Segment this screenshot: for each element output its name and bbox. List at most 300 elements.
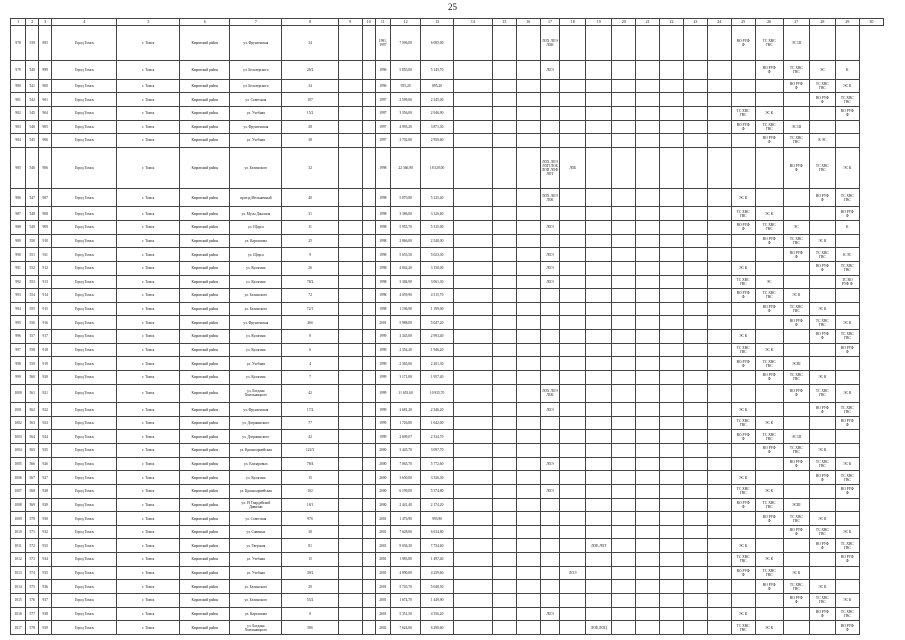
column-header: 28 xyxy=(809,19,835,26)
table-row xyxy=(11,147,884,188)
table-cell xyxy=(660,79,684,93)
cell-text: ТС ХВС ГВС xyxy=(762,500,776,509)
table-cell xyxy=(809,207,835,221)
cell-text: 2 993,40 xyxy=(430,334,444,339)
table-cell xyxy=(421,566,454,580)
table-cell xyxy=(362,512,375,526)
table-cell xyxy=(338,370,362,384)
table-cell xyxy=(421,207,454,221)
table-cell xyxy=(11,621,26,635)
table-cell xyxy=(612,566,636,580)
cell-text: 2000 xyxy=(379,462,387,467)
table-cell xyxy=(492,275,516,289)
cell-text: 980 xyxy=(15,83,21,88)
table-cell xyxy=(586,188,612,207)
column-header: 27 xyxy=(783,19,809,26)
cell-text: ЛОЭ xyxy=(546,252,554,257)
cell-text: Город Томск xyxy=(74,434,94,439)
table-cell xyxy=(390,471,420,485)
cell-text: ул. Мусы Джалиля xyxy=(241,211,271,216)
table-cell xyxy=(809,147,835,188)
table-cell xyxy=(540,207,560,221)
cell-text: 576 xyxy=(29,598,35,603)
table-cell xyxy=(540,498,560,512)
table-cell xyxy=(612,384,636,403)
cell-text: ул. Учебная xyxy=(246,138,265,143)
cell-text: Кировский район xyxy=(191,124,219,129)
cell-text: 72/1 xyxy=(306,307,314,312)
table-cell xyxy=(52,134,117,148)
table-row xyxy=(11,207,884,221)
table-cell xyxy=(180,207,230,221)
table-cell xyxy=(117,553,180,567)
table-cell xyxy=(375,330,390,344)
table-cell xyxy=(26,147,39,188)
table-cell xyxy=(516,302,540,316)
cell-text: Кировский район xyxy=(191,462,219,467)
table-cell xyxy=(390,289,420,303)
table-cell xyxy=(516,188,540,207)
table-cell xyxy=(636,221,660,235)
table-cell xyxy=(390,106,420,120)
table-cell xyxy=(636,234,660,248)
table-cell xyxy=(492,484,516,498)
cell-text: Кировский район xyxy=(191,407,219,412)
cell-text: 1 726,80 xyxy=(399,421,412,426)
cell-text: ЭС К xyxy=(739,543,748,548)
table-cell xyxy=(783,580,809,594)
table-cell xyxy=(26,430,39,444)
table-cell xyxy=(453,207,492,221)
table-cell xyxy=(809,316,835,330)
table-cell xyxy=(390,261,420,275)
table-cell xyxy=(453,580,492,594)
table-cell xyxy=(540,330,560,344)
table-cell xyxy=(362,384,375,403)
table-cell xyxy=(516,93,540,107)
table-cell xyxy=(39,484,52,498)
cell-text: 917 xyxy=(42,334,48,339)
cell-text: 895 xyxy=(42,40,48,45)
table-cell xyxy=(421,621,454,635)
cell-text: 996 xyxy=(15,334,21,339)
cell-text: 1 476,90 xyxy=(399,516,412,521)
table-cell xyxy=(835,207,859,221)
cell-text: 25 xyxy=(308,238,312,243)
cell-text: г. Томск xyxy=(142,448,155,453)
table-cell xyxy=(338,120,362,134)
table-cell xyxy=(117,26,180,61)
table-cell xyxy=(362,188,375,207)
cell-text: ЛОЭ xyxy=(546,489,554,494)
cell-text: Кировский район xyxy=(191,40,219,45)
cell-text: Кировский район xyxy=(191,293,219,298)
column-header: 29 xyxy=(835,19,859,26)
table-cell xyxy=(809,403,835,417)
cell-text: 34 xyxy=(308,83,312,88)
table-cell xyxy=(26,207,39,221)
table-cell xyxy=(39,580,52,594)
cell-text: 899 xyxy=(42,67,48,72)
table-cell xyxy=(636,357,660,371)
table-cell xyxy=(230,607,282,621)
cell-text: К xyxy=(846,67,849,72)
table-cell xyxy=(390,79,420,93)
table-cell xyxy=(731,188,755,207)
cell-text: ТС ХВС ГВС xyxy=(789,136,803,145)
cell-text: 1997 xyxy=(379,138,387,143)
table-cell xyxy=(362,357,375,371)
table-cell xyxy=(39,384,52,403)
cell-text: 562 xyxy=(29,407,35,412)
cell-text: ВО РУФ Ф xyxy=(815,264,829,273)
table-cell xyxy=(180,370,230,384)
table-cell xyxy=(390,607,420,621)
cell-text: 1016 xyxy=(14,611,22,616)
table-cell xyxy=(540,416,560,430)
cell-text: 979 xyxy=(15,67,21,72)
table-cell xyxy=(11,430,26,444)
table-cell xyxy=(540,525,560,539)
table-cell xyxy=(492,221,516,235)
table-cell xyxy=(338,330,362,344)
cell-text: 77 xyxy=(308,421,312,426)
table-cell xyxy=(783,384,809,403)
cell-text: 2 950,60 xyxy=(430,138,444,143)
cell-text: ул. Белозерского xyxy=(243,83,269,88)
table-cell xyxy=(540,106,560,120)
cell-text: 2001 xyxy=(379,611,387,616)
table-cell xyxy=(39,60,52,79)
table-cell xyxy=(540,134,560,148)
table-cell xyxy=(731,580,755,594)
cell-text: ул. Савиных xyxy=(246,530,266,535)
table-cell xyxy=(230,471,282,485)
table-cell xyxy=(612,147,636,188)
table-cell xyxy=(835,512,859,526)
table-cell xyxy=(11,147,26,188)
cell-text: 6 290,60 xyxy=(430,625,444,630)
cell-text: 5 315,00 xyxy=(430,225,444,230)
table-cell xyxy=(731,621,755,635)
table-cell xyxy=(636,471,660,485)
table-cell xyxy=(492,134,516,148)
table-cell xyxy=(835,471,859,485)
cell-text: 4 515,70 xyxy=(430,293,444,298)
cell-text: 42 xyxy=(308,434,312,439)
cell-text: Город Томск xyxy=(74,421,94,426)
table-cell xyxy=(707,330,731,344)
table-cell xyxy=(516,207,540,221)
table-cell xyxy=(540,343,560,357)
table-row xyxy=(11,580,884,594)
cell-text: ул. Красноармейская xyxy=(239,448,272,453)
table-cell xyxy=(516,316,540,330)
table-cell xyxy=(39,221,52,235)
table-cell xyxy=(492,343,516,357)
cell-text: 918 xyxy=(42,347,48,352)
cell-text: Город Томск xyxy=(74,489,94,494)
cell-text: ЭС xyxy=(766,279,772,284)
table-cell xyxy=(362,607,375,621)
table-cell xyxy=(683,539,707,553)
table-cell xyxy=(612,525,636,539)
table-cell xyxy=(375,343,390,357)
cell-text: ВО РУФ Ф xyxy=(736,359,750,368)
cell-text: 986 xyxy=(15,195,21,200)
table-cell xyxy=(375,188,390,207)
table-cell xyxy=(516,120,540,134)
table-cell xyxy=(516,566,540,580)
table-cell xyxy=(180,188,230,207)
table-cell xyxy=(731,275,755,289)
table-cell xyxy=(180,60,230,79)
table-cell xyxy=(540,484,560,498)
table-cell xyxy=(835,444,859,458)
cell-text: ТС ХВС ГВС xyxy=(789,582,803,591)
table-cell xyxy=(731,261,755,275)
table-cell xyxy=(52,621,117,635)
table-cell xyxy=(453,416,492,430)
table-cell xyxy=(338,289,362,303)
table-cell xyxy=(660,330,684,344)
table-cell xyxy=(453,261,492,275)
table-cell xyxy=(230,234,282,248)
table-cell xyxy=(683,330,707,344)
cell-text: г. Томск xyxy=(142,625,155,630)
cell-text: г. Томск xyxy=(142,307,155,312)
table-cell xyxy=(755,120,783,134)
table-cell xyxy=(560,512,586,526)
column-header: 14 xyxy=(453,19,492,26)
cell-text: 932 xyxy=(42,530,48,535)
table-cell xyxy=(835,26,859,61)
cell-text: 1 196,90 xyxy=(399,307,412,312)
cell-text: Кировский район xyxy=(191,225,219,230)
table-cell xyxy=(560,93,586,107)
table-cell xyxy=(362,330,375,344)
cell-text: 2 346,20 xyxy=(430,407,444,412)
table-cell xyxy=(453,512,492,526)
table-cell xyxy=(52,343,117,357)
table-cell xyxy=(390,498,420,512)
table-cell xyxy=(835,289,859,303)
table-cell xyxy=(39,343,52,357)
table-cell xyxy=(707,188,731,207)
cell-text: Кировский район xyxy=(191,421,219,426)
table-cell xyxy=(755,416,783,430)
cell-text: ТС ХВС ГВС xyxy=(815,389,829,398)
table-cell xyxy=(453,607,492,621)
cell-text: 906 xyxy=(42,138,48,143)
table-cell xyxy=(117,621,180,635)
table-cell xyxy=(560,553,586,567)
table-cell xyxy=(783,330,809,344)
table-cell xyxy=(52,93,117,107)
table-cell xyxy=(636,316,660,330)
cell-text: 5 745,70 xyxy=(399,584,412,589)
cell-text: 2000 xyxy=(379,448,387,453)
table-cell xyxy=(39,248,52,262)
cell-text: 3 126,60 xyxy=(430,211,444,216)
cell-text: ВО РУФ Ф xyxy=(789,596,803,605)
table-cell xyxy=(26,120,39,134)
table-cell xyxy=(39,553,52,567)
cell-text: 912 xyxy=(42,266,48,271)
table-cell xyxy=(516,498,540,512)
cell-text: г. Томск xyxy=(142,138,155,143)
table-cell xyxy=(230,357,282,371)
table-cell xyxy=(282,484,338,498)
table-cell xyxy=(586,120,612,134)
table-cell xyxy=(755,525,783,539)
table-cell xyxy=(453,357,492,371)
table-cell xyxy=(180,580,230,594)
table-cell xyxy=(117,106,180,120)
table-cell xyxy=(707,444,731,458)
table-cell xyxy=(338,134,362,148)
cell-text: ул. Учебная xyxy=(246,111,265,116)
cell-text: г. Томск xyxy=(142,611,155,616)
table-cell xyxy=(52,106,117,120)
table-cell xyxy=(683,93,707,107)
cell-text: ул. Кулагина xyxy=(246,375,266,380)
table-cell xyxy=(586,93,612,107)
table-cell xyxy=(492,566,516,580)
table-row xyxy=(11,248,884,262)
table-cell xyxy=(52,539,117,553)
table-cell xyxy=(453,384,492,403)
cell-text: ул. Белинского xyxy=(244,598,268,603)
table-cell xyxy=(230,621,282,635)
table-cell xyxy=(835,60,859,79)
cell-text: 39/2 xyxy=(306,571,314,576)
table-cell xyxy=(707,275,731,289)
table-cell xyxy=(560,234,586,248)
table-cell xyxy=(683,79,707,93)
table-cell xyxy=(338,593,362,607)
table-cell xyxy=(540,357,560,371)
table-cell xyxy=(230,134,282,148)
cell-text: 5 047,20 xyxy=(430,320,444,325)
table-cell xyxy=(453,370,492,384)
table-cell xyxy=(783,289,809,303)
table-cell xyxy=(39,261,52,275)
table-cell xyxy=(282,120,338,134)
table-cell xyxy=(560,248,586,262)
table-cell xyxy=(492,471,516,485)
table-row xyxy=(11,188,884,207)
cell-text: ТС ХВС ГВС xyxy=(815,250,829,259)
cell-text: г. Томск xyxy=(142,434,155,439)
cell-text: ул. Белинского xyxy=(244,584,268,589)
table-cell xyxy=(26,79,39,93)
table-cell xyxy=(390,343,420,357)
table-cell xyxy=(492,234,516,248)
table-cell xyxy=(338,416,362,430)
table-row xyxy=(11,553,884,567)
table-cell xyxy=(338,316,362,330)
table-cell xyxy=(636,79,660,93)
table-cell xyxy=(783,275,809,289)
table-cell xyxy=(660,26,684,61)
table-cell xyxy=(540,593,560,607)
table-cell xyxy=(612,484,636,498)
table-cell xyxy=(338,147,362,188)
table-cell xyxy=(516,106,540,120)
cell-text: Кировский район xyxy=(191,195,219,200)
table-row xyxy=(11,93,884,107)
cell-text: Кировский район xyxy=(191,448,219,453)
cell-text: ЭСШ xyxy=(792,361,801,366)
table-cell xyxy=(755,147,783,188)
cell-text: 1012 xyxy=(14,557,22,562)
table-cell xyxy=(390,384,420,403)
table-cell xyxy=(636,26,660,61)
table-cell xyxy=(683,484,707,498)
cell-text: 4 556,20 xyxy=(430,611,444,616)
cell-text: г. Томск xyxy=(142,225,155,230)
table-cell xyxy=(540,26,560,61)
table-cell xyxy=(492,330,516,344)
cell-text: г. Томск xyxy=(142,67,155,72)
table-cell xyxy=(282,370,338,384)
table-cell xyxy=(11,370,26,384)
table-cell xyxy=(52,484,117,498)
cell-text: ТС ХВС ГВС xyxy=(840,264,854,273)
table-cell xyxy=(390,207,420,221)
table-cell xyxy=(636,289,660,303)
table-cell xyxy=(560,289,586,303)
table-cell xyxy=(362,261,375,275)
table-cell xyxy=(683,221,707,235)
table-cell xyxy=(11,525,26,539)
cell-text: ТС ХВС ГВС xyxy=(789,236,803,245)
cell-text: ВО РУФ Ф xyxy=(815,609,829,618)
cell-text: 29 xyxy=(308,584,312,589)
table-cell xyxy=(586,539,612,553)
cell-text: 990 xyxy=(15,252,21,257)
table-cell xyxy=(390,539,420,553)
table-cell xyxy=(421,221,454,235)
cell-text: Кировский район xyxy=(191,83,219,88)
cell-text: 904 xyxy=(42,111,48,116)
table-cell xyxy=(683,26,707,61)
table-cell xyxy=(560,261,586,275)
table-cell xyxy=(362,248,375,262)
table-row xyxy=(11,457,884,471)
cell-text: 4 842,20 xyxy=(399,266,412,271)
table-cell xyxy=(338,343,362,357)
table-cell xyxy=(282,26,338,61)
table-cell xyxy=(453,120,492,134)
table-cell xyxy=(707,566,731,580)
table-cell xyxy=(39,330,52,344)
table-cell xyxy=(755,484,783,498)
table-cell xyxy=(612,593,636,607)
table-cell xyxy=(180,248,230,262)
table-cell xyxy=(783,512,809,526)
table-cell xyxy=(540,457,560,471)
table-cell xyxy=(809,275,835,289)
table-cell xyxy=(755,512,783,526)
table-cell xyxy=(375,134,390,148)
cell-text: 1999 xyxy=(379,434,387,439)
table-cell xyxy=(453,330,492,344)
table-cell xyxy=(809,79,835,93)
table-cell xyxy=(540,120,560,134)
cell-text: 1008 xyxy=(14,502,22,507)
